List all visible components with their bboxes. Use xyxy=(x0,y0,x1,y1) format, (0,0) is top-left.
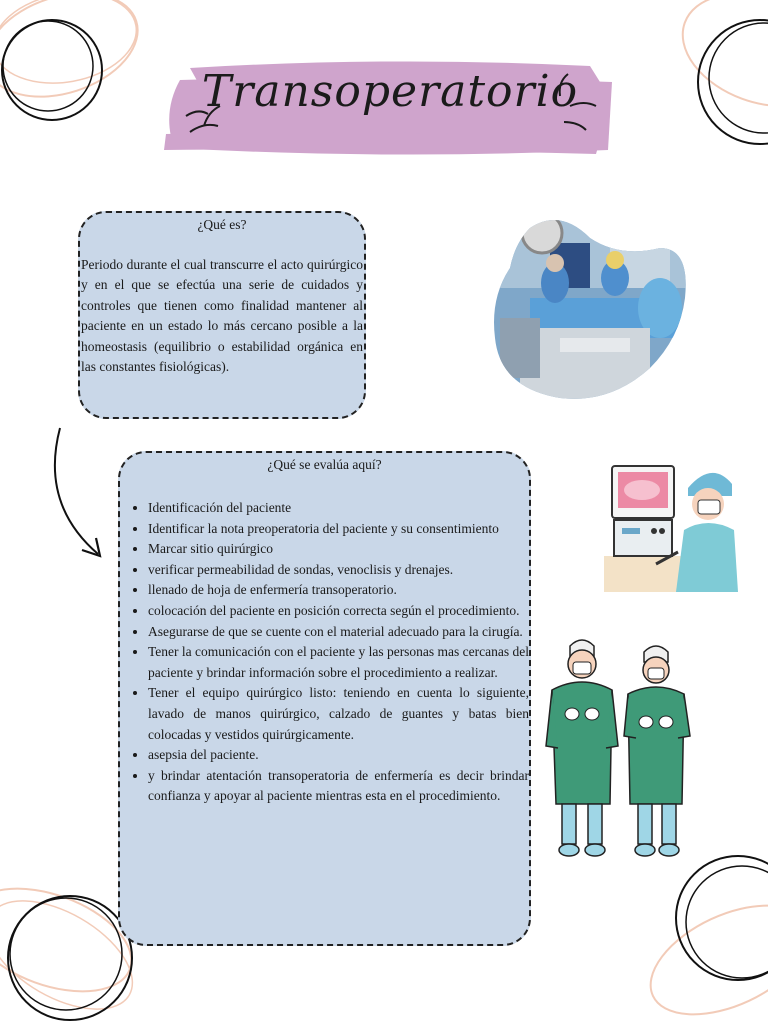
title-banner xyxy=(160,52,620,164)
list-item: • colocación del paciente en posición correcta según el procedimiento. xyxy=(148,601,529,622)
list-item: • Marcar sitio quirúrgico xyxy=(148,539,529,560)
what-is-card xyxy=(78,211,366,419)
page-title: Transoperatorio xyxy=(201,66,579,117)
surgeons-illustration xyxy=(544,636,694,860)
list-item: • asepsia del paciente. xyxy=(148,745,529,766)
surgeon-right xyxy=(624,646,690,856)
list-item: • Tener la comunicación con el paciente y las personas mas cercanas del paciente y brindar información sobre el procedimiento a realizar. xyxy=(148,642,529,683)
list-item: • Asegurarse de que se cuente con el material adecuado para la cirugía. xyxy=(148,622,529,643)
operating-room-photo xyxy=(490,208,690,404)
evaluation-card xyxy=(118,451,531,946)
list-item: • llenado de hoja de enfermería transoperatorio. xyxy=(148,580,529,601)
circle-doodle-top-left xyxy=(0,0,160,140)
surgeon-left xyxy=(546,640,618,856)
what-is-heading: ¿Qué es? xyxy=(197,217,247,232)
circle-doodle-bottom-right xyxy=(630,840,768,1024)
doctor-monitor-illustration xyxy=(604,460,738,594)
arrow-icon xyxy=(44,424,108,564)
list-item: • verificar permeabilidad de sondas, venoclisis y drenajes. xyxy=(148,560,529,581)
evaluation-list xyxy=(120,498,529,807)
list-item: • Identificar la nota preoperatoria del paciente y su consentimiento xyxy=(148,519,529,540)
list-item: • Identificación del paciente xyxy=(148,498,529,519)
evaluation-heading: ¿Qué se evalúa aquí? xyxy=(267,457,382,472)
list-item: • Tener el equipo quirúrgico listo: teniendo en cuenta lo siguiente, lavado de manos quirúrgico, calzado de guantes y batas bien colocadas y vestidos quirúrgicamente. xyxy=(148,683,529,745)
circle-doodle-top-right xyxy=(660,0,768,160)
what-is-body: Periodo durante el cual transcurre el acto quirúrgico y en el que se efectúa una serie de cuidados y controles que tienen como finalidad mantener al paciente en un estado lo más cercano posible a la homeostasis (equilibrio o estabilidad orgánica en las constantes fisiológicas). xyxy=(81,257,363,375)
list-item: • y brindar atentación transoperatoria de enfermería es decir brindar confianza y apoyar al paciente mientras esta en el procedimiento. xyxy=(148,766,529,807)
